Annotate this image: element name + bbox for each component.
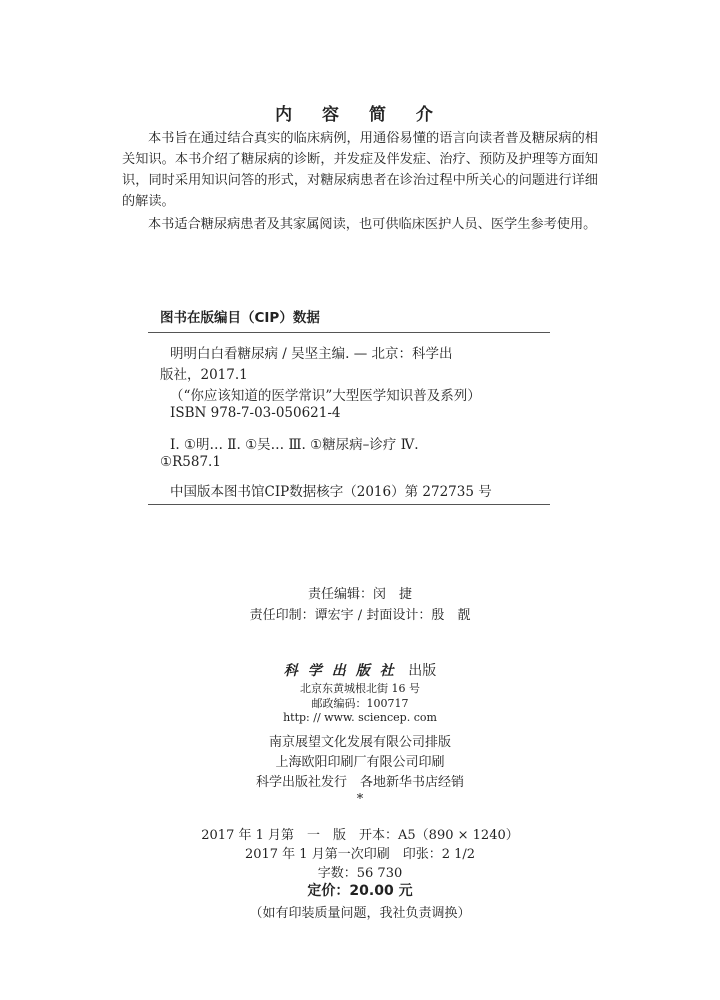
separator-asterisk: *	[356, 792, 364, 807]
summary-paragraph-1: 本书旨在通过结合真实的临床病例，用通俗易懂的语言向读者普及糖尿病的相关知识。本书介绍了糖尿病的诊断，并发症及伴发症、治疗、预防及护理等方面知识，同时采用知识问答的形式，对糖尿病患者在诊治过程中所关心的问题进行详细的解读。	[122, 131, 598, 209]
cip-line-4: ISBN 978-7-03-050621-4	[170, 405, 341, 421]
cip-line-6: ①R587.1	[160, 454, 221, 470]
summary-paragraph-2: 本书适合糖尿病患者及其家属阅读，也可供临床医护人员、医学生参考使用。	[148, 217, 597, 232]
printer: 上海欧阳印刷厂有限公司印刷	[275, 755, 445, 770]
cip-line-3: （“你应该知道的医学常识”大型医学知识普及系列）	[170, 388, 481, 404]
publisher-line	[0, 660, 720, 680]
edition-line-2: 2017 年 1 月第一次印刷 印张：2 1/2	[244, 847, 476, 862]
quality-notice: （如有印装质量问题，我社负责调换）	[249, 906, 471, 921]
cip-heading: 图书在版编目（CIP）数据	[160, 310, 320, 326]
edition-line-1: 2017 年 1 月第 一 版 开本：A5（890 × 1240）	[201, 828, 519, 843]
publisher-website: http: // www. sciencep. com	[283, 711, 437, 724]
credit-editor: 责任编辑：闵 捷	[307, 587, 412, 602]
word-count: 字数：56 730	[317, 866, 403, 881]
typesetter: 南京展望文化发展有限公司排版	[268, 735, 451, 750]
cip-line-1: 明明白白看糖尿病 / 吴坚主编. — 北京：科学出	[170, 346, 453, 362]
publisher-address: 北京东黄城根北街 16 号	[300, 682, 420, 695]
cip-line-7: 中国版本图书馆CIP数据核字（2016）第 272735 号	[170, 484, 492, 500]
credit-production: 责任印制：谭宏宇 / 封面设计：殷 靓	[249, 608, 471, 623]
publisher-role: 出版	[408, 663, 437, 679]
cip-bottom-rule	[148, 504, 550, 505]
publisher-name: 科学出版社	[283, 663, 404, 679]
price: 定价：20.00 元	[307, 883, 413, 899]
cip-line-2: 版社，2017.1	[160, 367, 248, 383]
page-title: 内 容 简 介	[275, 105, 445, 125]
distribution: 科学出版社发行 各地新华书店经销	[255, 775, 464, 790]
cip-line-5: Ⅰ. ①明… Ⅱ. ①吴… Ⅲ. ①糖尿病–诊疗 Ⅳ.	[170, 437, 419, 453]
cip-top-rule	[148, 332, 550, 333]
publisher-postcode: 邮政编码：100717	[311, 697, 409, 710]
